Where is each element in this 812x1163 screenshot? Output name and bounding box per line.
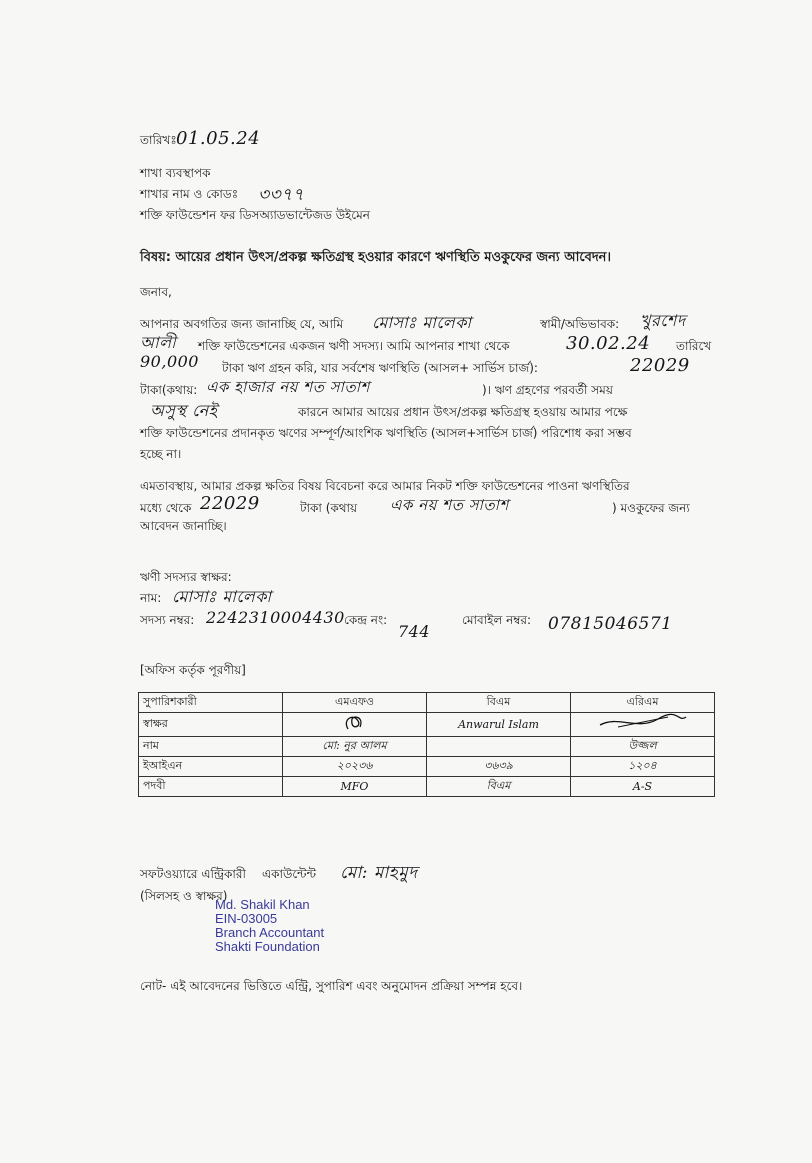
table-header: এরিএম: [571, 693, 715, 713]
stamp-title: Branch Accountant: [215, 925, 325, 940]
table-cell: মো: নুর আলম: [283, 737, 427, 757]
row-label: পদবী: [139, 777, 283, 797]
loan-date: 30.02.24: [566, 333, 651, 354]
member-number: 2242310004430: [206, 608, 345, 627]
recommendation-table: [138, 692, 715, 797]
center-number: 744: [398, 622, 431, 641]
table-cell: MFO: [283, 777, 427, 797]
table-cell: বিএম: [427, 777, 571, 797]
footnote: নোট- এই আবেদনের ভিত্তিতে এন্ট্রি, সুপারিশ এবং অনুমোদন প্রক্রিয়া সম্পন্ন হবে।: [140, 979, 523, 993]
body-text: টাকা (কথায়: [300, 501, 358, 515]
row-label: নাম: [139, 737, 283, 757]
damage-reason: অসুস্থ নেই: [150, 401, 218, 420]
body-text: )। ঋণ গ্রহণের পরবর্তী সময়: [482, 383, 613, 397]
entry-seal-label: (সিলসহ ও স্বাক্ষর): [140, 889, 228, 903]
signature-mark: [598, 713, 688, 733]
row-label: ইআইএন: [139, 757, 283, 777]
branch-code: ৩৩৭৭: [258, 185, 305, 205]
balance-in-words: এক হাজার নয় শত সাতাশ: [206, 378, 370, 396]
body-text: হচ্ছে না।: [140, 447, 182, 461]
guardian-name: খুরশেদ: [640, 311, 686, 330]
center-label: কেন্দ্র নং:: [344, 613, 388, 627]
body-text: শক্তি ফাউন্ডেশনের একজন ঋণী সদস্য। আমি আপনার শাখা থেকে: [198, 339, 510, 353]
waive-amount-words: এক নয় শত সাতাশ: [390, 496, 509, 514]
body-text: ) মওকুফের জন্য: [612, 501, 690, 515]
recipient-title: শাখা ব্যবস্থাপক: [140, 166, 211, 180]
stamp-organization: Shakti Foundation: [215, 939, 320, 954]
signature-cell: [571, 713, 715, 737]
table-header-row: [139, 693, 715, 713]
body-text: তারিখে: [676, 339, 712, 353]
loan-amount: 90,000: [140, 352, 199, 371]
table-header: এমএফও: [283, 693, 427, 713]
organization-line: শক্তি ফাউন্ডেশন ফর ডিসঅ্যাডভান্টেজড উইমেন: [140, 208, 370, 222]
table-row: [139, 757, 715, 777]
entry-accountant-label: একাউন্টেন্ট: [262, 867, 317, 881]
stamp-ein: EIN-03005: [215, 911, 278, 926]
table-header: সুপারিশকারী: [139, 693, 283, 713]
date-value: 01.05.24: [176, 128, 261, 149]
body-text: এমতাবস্থায়, আমার প্রকল্প ক্ষতির বিষয় বিবেচনা করে আমার নিকট শক্তি ফাউন্ডেশনের পাওনা ঋণস্থিতির: [140, 479, 630, 493]
mobile-number: 07815046571: [548, 614, 673, 634]
loan-balance: 22029: [630, 355, 690, 376]
row-label: স্বাক্ষর: [139, 713, 283, 737]
body-text: মধ্যে থেকে: [140, 501, 192, 515]
signature-cell: [283, 713, 427, 737]
table-header: বিএম: [427, 693, 571, 713]
signature-cell: Anwarul Islam: [427, 713, 571, 737]
table-cell: ১২০৪: [571, 757, 715, 777]
branch-label: শাখার নাম ও কোডঃ: [140, 187, 239, 201]
table-cell: [427, 737, 571, 757]
entry-signature: মো: মাহমুদ: [340, 863, 418, 883]
accountant-seal-stamp: [215, 898, 324, 954]
member-signature-label: ঋণী সদস্যর স্বাক্ষর:: [140, 570, 232, 584]
date-label: তারিখঃ: [140, 133, 177, 147]
table-row: [139, 777, 715, 797]
body-text: স্বামী/অভিভাবক:: [540, 317, 620, 331]
office-use-note: [অফিস কর্তৃক পূরণীয়]: [140, 663, 246, 677]
body-text: আপনার অবগতির জন্য জানাচ্ছি যে, আমি: [140, 317, 344, 331]
member-name-label: নাম:: [140, 591, 162, 605]
mobile-label: মোবাইল নম্বর:: [462, 613, 532, 627]
subject-line: বিষয়: আয়ের প্রধান উৎস/প্রকল্প ক্ষতিগ্রস্থ হওয়ার কারণে ঋণস্থিতি মওকুফের জন্য আবেদন।: [140, 250, 612, 265]
salutation: জনাব,: [140, 285, 172, 299]
guardian-name-cont: আলী: [140, 333, 177, 352]
body-text: টাকা(কথায়:: [140, 383, 198, 397]
stamp-name: Md. Shakil Khan: [215, 897, 310, 912]
signature-mark: [340, 713, 370, 733]
table-cell: A-S: [571, 777, 715, 797]
body-text: টাকা ঋণ গ্রহন করি, যার সর্বশেষ ঋণস্থিতি (আসল+ সার্ভিস চার্জ):: [222, 361, 538, 375]
table-cell: ২০২৩৬: [283, 757, 427, 777]
member-name: মোসাঃ মালেকা: [172, 587, 272, 606]
applicant-name: মোসাঃ মালেকা: [372, 313, 472, 332]
entry-label: সফটওয়্যারে এন্ট্রিকারী: [140, 867, 246, 881]
table-cell: ৩৬৩৯: [427, 757, 571, 777]
table-row: [139, 737, 715, 757]
waive-amount: 22029: [200, 493, 260, 514]
member-number-label: সদস্য নম্বর:: [140, 613, 195, 627]
table-cell: উজ্জল: [571, 737, 715, 757]
table-row: [139, 713, 715, 737]
body-text: শক্তি ফাউন্ডেশনের প্রদানকৃত ঋণের সম্পূর্ণ/আংশিক ঋণস্থিতি (আসল+সার্ভিস চার্জ) পরিশোধ করা সম্ভব: [140, 426, 632, 440]
body-text: কারনে আমার আয়ের প্রধান উৎস/প্রকল্প ক্ষতিগ্রস্থ হওয়ায় আমার পক্ষে: [298, 405, 628, 419]
body-text: আবেদন জানাচ্ছি।: [140, 519, 227, 533]
